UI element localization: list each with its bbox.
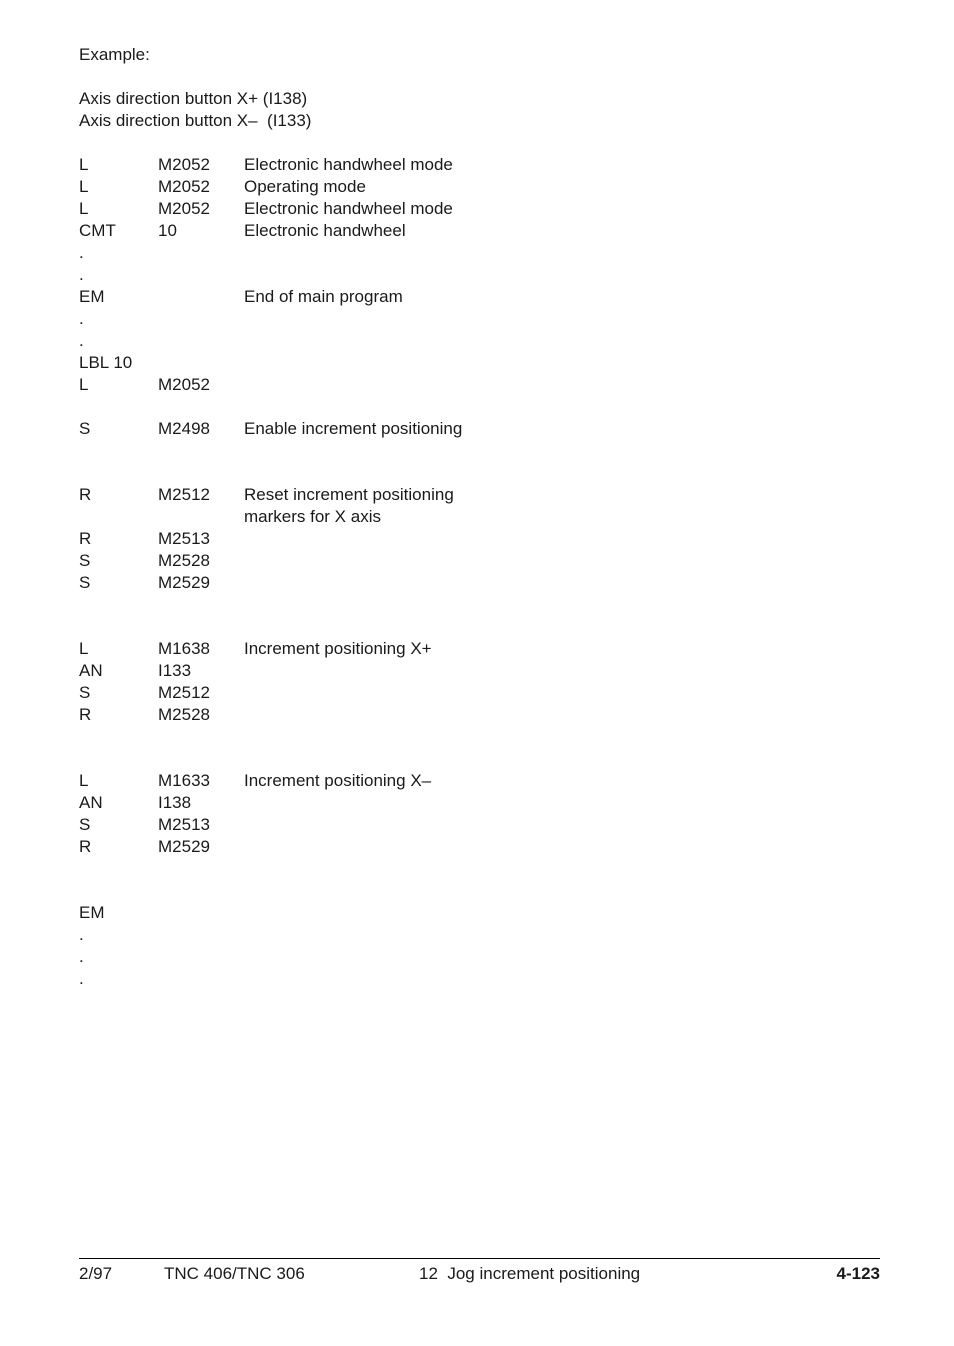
program-instruction: . [79, 309, 84, 328]
program-line [79, 660, 879, 682]
program-instruction: L [79, 771, 89, 790]
blank-line [79, 880, 879, 902]
program-line [79, 220, 879, 242]
program-instruction: L [79, 639, 89, 658]
program-operand: M2052 [158, 375, 210, 394]
program-operand: I133 [158, 661, 192, 680]
program-instruction: S [79, 573, 91, 592]
footer-date: 2/97 [79, 1264, 113, 1283]
program-instruction: . [79, 947, 84, 966]
program-operand: M2052 [158, 155, 210, 174]
program-operand: M2052 [158, 177, 210, 196]
program-instruction: . [79, 925, 84, 944]
footer-page-number: 4-123 [836, 1264, 880, 1283]
program-line [79, 792, 879, 814]
program-instruction: AN [79, 661, 103, 680]
program-instruction: L [79, 199, 89, 218]
program-line [79, 176, 879, 198]
program-instruction: L [79, 155, 89, 174]
axis-plus-note: Axis direction button X+ (I138) [79, 89, 308, 108]
program-line [79, 638, 879, 660]
program-comment: Reset increment positioning [244, 485, 454, 504]
program-instruction: R [79, 529, 92, 548]
program-instruction: R [79, 837, 92, 856]
program-instruction: . [79, 243, 84, 262]
program-line [79, 968, 879, 990]
program-comment: Increment positioning X+ [244, 639, 432, 658]
program-instruction: LBL 10 [79, 353, 133, 372]
page-footer [79, 1258, 880, 1289]
program-line [79, 242, 879, 264]
blank-line [79, 462, 879, 484]
program-instruction: S [79, 683, 91, 702]
program-operand: M2513 [158, 815, 210, 834]
program-line [79, 550, 879, 572]
program-instruction: S [79, 419, 91, 438]
program-line [79, 924, 879, 946]
program-line [79, 286, 879, 308]
program-instruction: AN [79, 793, 103, 812]
program-line [79, 330, 879, 352]
program-comment: Operating mode [244, 177, 366, 196]
program-line [79, 308, 879, 330]
program-line [79, 528, 879, 550]
program-instruction: R [79, 485, 92, 504]
program-operand: M1638 [158, 639, 210, 658]
program-line [79, 902, 879, 924]
program-line [79, 352, 879, 374]
program-instruction: L [79, 375, 89, 394]
program-line [79, 264, 879, 286]
program-instruction: . [79, 331, 84, 350]
program-line [79, 572, 879, 594]
program-instruction: EM [79, 287, 105, 306]
program-comment: Increment positioning X– [244, 771, 432, 790]
example-label: Example: [79, 45, 150, 64]
program-operand: M2052 [158, 199, 210, 218]
footer-model: TNC 406/TNC 306 [164, 1264, 305, 1283]
program-comment: Electronic handwheel mode [244, 199, 453, 218]
program-operand: M2529 [158, 837, 210, 856]
program-operand: M2528 [158, 705, 210, 724]
blank-line [79, 858, 879, 880]
program-line [79, 418, 879, 440]
program-operand: M2512 [158, 683, 210, 702]
program-operand: M2498 [158, 419, 210, 438]
blank-line [79, 594, 879, 616]
program-operand: I138 [158, 793, 192, 812]
program-instruction: CMT [79, 221, 116, 240]
program-instruction: L [79, 177, 89, 196]
program-instruction: S [79, 551, 91, 570]
program-line [79, 814, 879, 836]
blank-line [79, 616, 879, 638]
program-line [79, 704, 879, 726]
blank-line [79, 726, 879, 748]
program-operand: M2513 [158, 529, 210, 548]
program-operand: M2512 [158, 485, 210, 504]
footer-chapter: 12 Jog increment positioning [419, 1264, 641, 1283]
program-comment: End of main program [244, 287, 403, 306]
blank-line [79, 440, 879, 462]
document-body [79, 44, 879, 990]
plc-program-listing [79, 154, 879, 990]
program-operand: M2529 [158, 573, 210, 592]
axis-minus-note: Axis direction button X– (I133) [79, 111, 312, 130]
program-line [79, 484, 879, 506]
program-line [79, 770, 879, 792]
blank-line [79, 748, 879, 770]
program-comment: Electronic handwheel [244, 221, 406, 240]
program-line [79, 374, 879, 396]
program-line [79, 836, 879, 858]
blank-line [79, 396, 879, 418]
program-instruction: R [79, 705, 92, 724]
program-comment: markers for X axis [244, 507, 381, 526]
program-line [79, 154, 879, 176]
program-operand: M1633 [158, 771, 210, 790]
program-instruction: . [79, 265, 84, 284]
program-operand: 10 [158, 221, 177, 240]
program-line [79, 682, 879, 704]
program-line [79, 198, 879, 220]
program-instruction: S [79, 815, 91, 834]
program-instruction: . [79, 969, 84, 988]
program-operand: M2528 [158, 551, 210, 570]
program-line [79, 506, 879, 528]
program-line [79, 946, 879, 968]
program-instruction: EM [79, 903, 105, 922]
program-comment: Electronic handwheel mode [244, 155, 453, 174]
program-comment: Enable increment positioning [244, 419, 463, 438]
